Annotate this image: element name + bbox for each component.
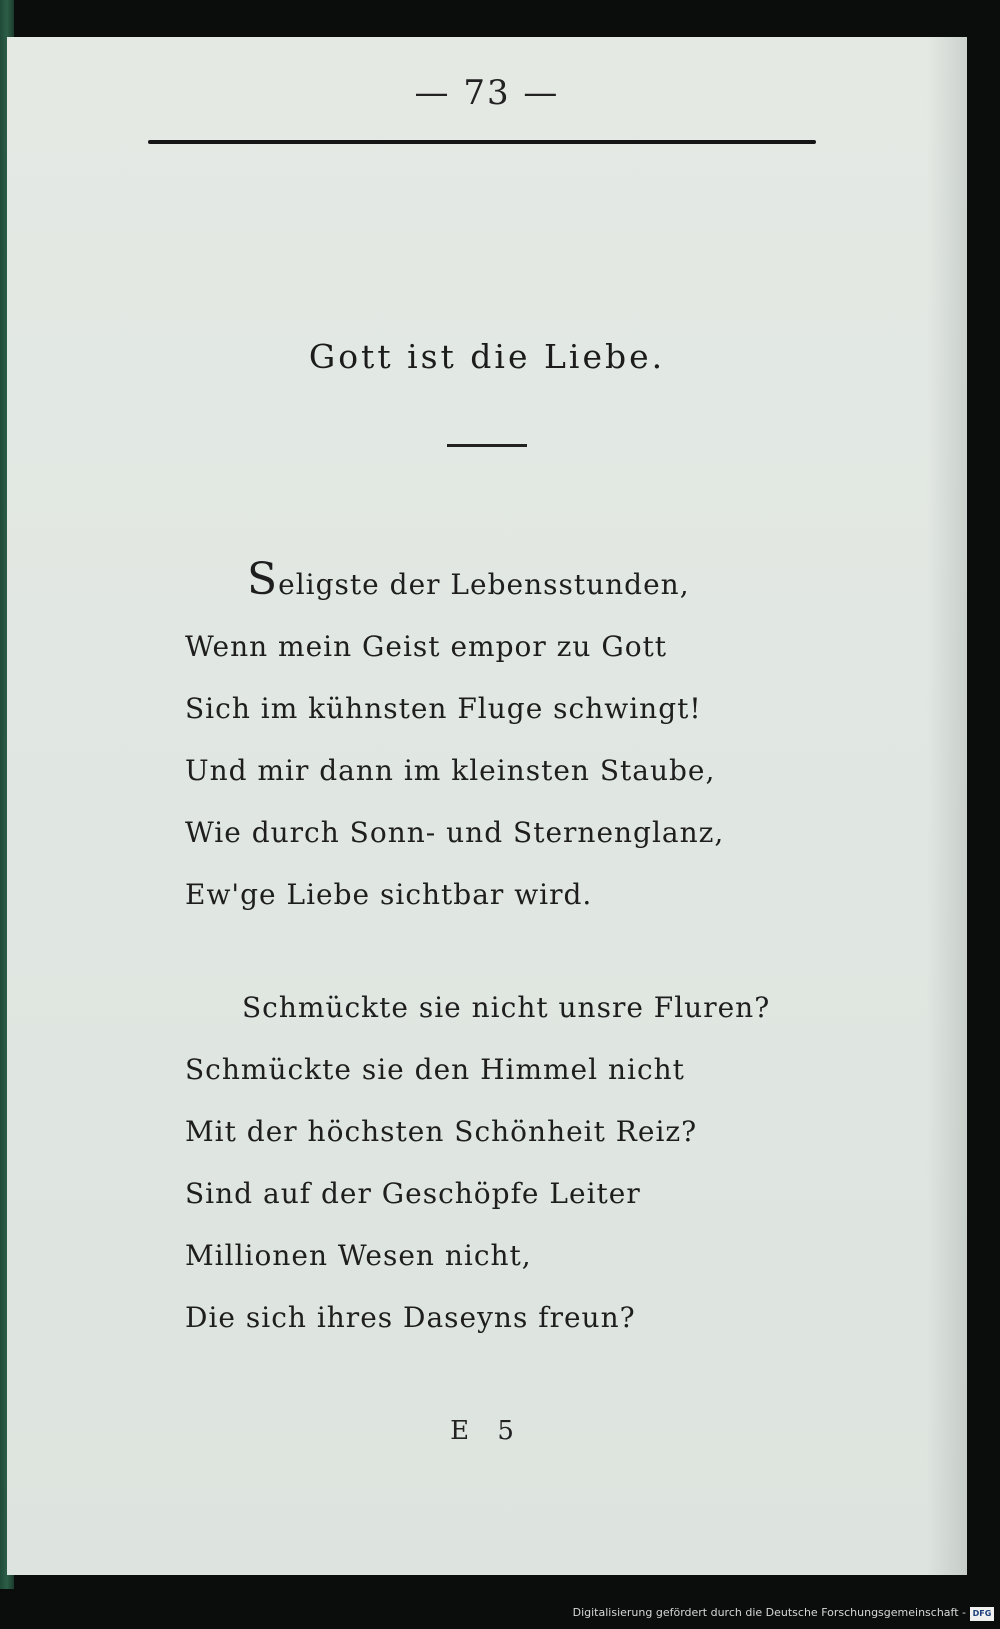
- title-rule: [447, 444, 527, 447]
- page-number: — 73 —: [414, 73, 560, 113]
- verse-line: Wie durch Sonn- und Sternenglanz,: [185, 816, 725, 849]
- stanza-1: [185, 554, 785, 926]
- verse-line: Schmückte sie den Himmel nicht: [185, 1053, 685, 1086]
- footer-bar: [0, 1589, 1000, 1629]
- stanza-2: [185, 977, 785, 1349]
- header-rule: [148, 140, 816, 144]
- poem-title: Gott ist die Liebe.: [308, 337, 666, 376]
- verse-line: Sind auf der Geschöpfe Leiter: [185, 1177, 641, 1210]
- book-page: [7, 37, 967, 1575]
- dfg-logo-icon: DFG: [970, 1607, 994, 1621]
- verse-line: Wenn mein Geist empor zu Gott: [185, 630, 668, 663]
- verse-line: Sich im kühnsten Fluge schwingt!: [185, 692, 702, 725]
- funding-credit: Digitalisierung gefördert durch die Deutsche Forschungsgemeinschaft -: [572, 1606, 966, 1619]
- signature-mark: E 5: [450, 1416, 524, 1446]
- verse-line: Mit der höchsten Schönheit Reiz?: [185, 1115, 698, 1148]
- verse-line-text: eligste der Lebensstunden,: [278, 568, 690, 601]
- verse-line: [185, 554, 785, 616]
- verse-line: Und mir dann im kleinsten Staube,: [185, 754, 716, 787]
- drop-cap: S: [247, 554, 279, 605]
- verse-line: Schmückte sie nicht unsre Fluren?: [242, 991, 771, 1024]
- page-fold-shadow: [927, 37, 967, 1575]
- verse-line: Millionen Wesen nicht,: [185, 1239, 532, 1272]
- verse-line: Die sich ihres Daseyns freun?: [185, 1301, 636, 1334]
- verse-line: Ew'ge Liebe sichtbar wird.: [185, 878, 593, 911]
